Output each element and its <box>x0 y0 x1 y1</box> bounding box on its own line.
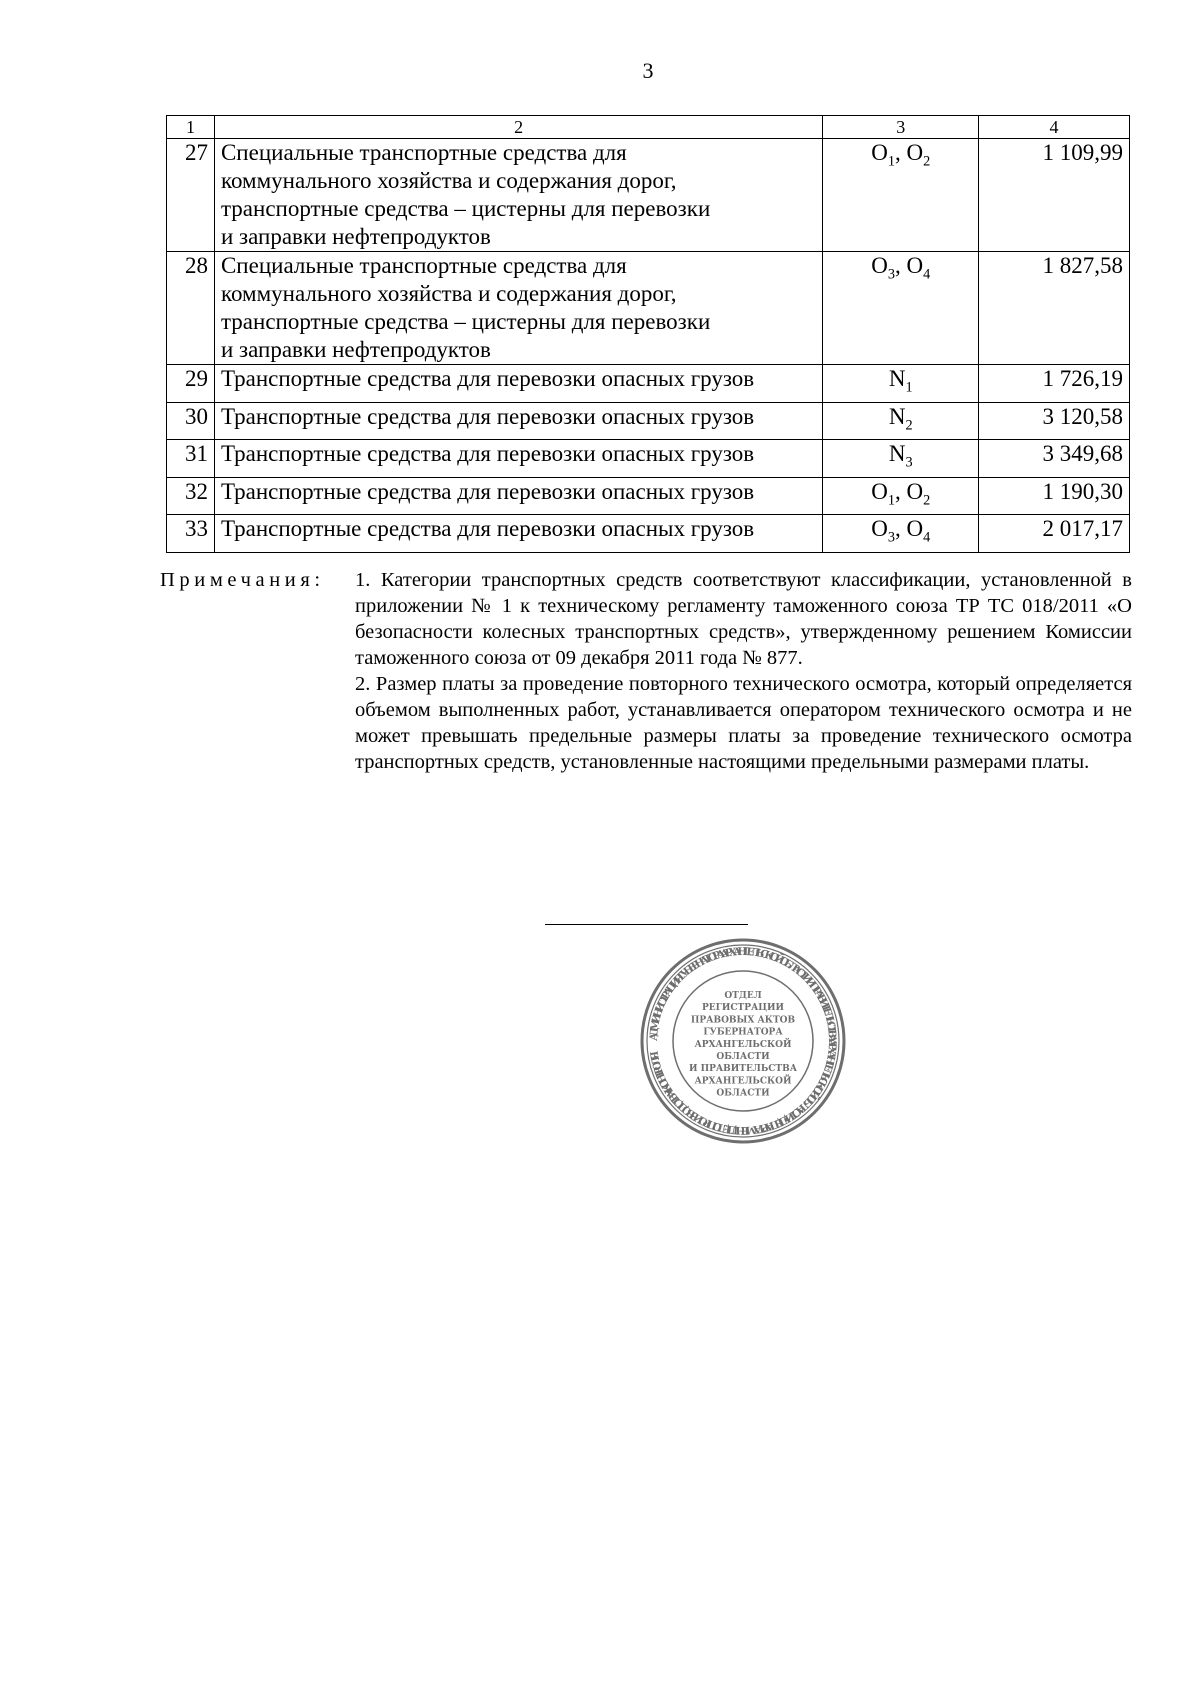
table-body <box>167 139 1130 553</box>
vehicle-category: $O_1$, $O_2$ <box>823 477 979 515</box>
row-number: 27 <box>167 139 215 252</box>
fee-amount: 1 726,19 <box>979 365 1130 403</box>
page-number: 3 <box>642 58 654 83</box>
fee-amount: 2 017,17 <box>979 515 1130 553</box>
column-header: 4 <box>979 116 1130 139</box>
column-header: 2 <box>214 116 822 139</box>
fee-amount: 3 120,58 <box>979 402 1130 440</box>
vehicle-type-line: Транспортные средства для перевозки опасных грузов <box>220 478 755 504</box>
fee-amount: 1 109,99 <box>979 139 1130 252</box>
vehicle-type-line: Специальные транспортные средства для <box>220 253 627 278</box>
svg-text:ПРАВОВЫХ АКТОВ: ПРАВОВЫХ АКТОВ <box>690 1015 796 1026</box>
vehicle-type-line: Транспортные средства для перевозки опасных грузов <box>220 403 755 429</box>
column-header: 3 <box>823 116 979 139</box>
vehicle-type-line: Транспортные средства для перевозки опасных грузов <box>220 441 755 467</box>
svg-text:АРХАНГЕЛЬСКОЙ: АРХАНГЕЛЬСКОЙ <box>694 1076 792 1087</box>
svg-text:И ПРАВИТЕЛЬСТВА: И ПРАВИТЕЛЬСТВА <box>688 1064 798 1075</box>
row-number: 28 <box>167 252 215 365</box>
svg-text:ОТДЕЛ: ОТДЕЛ <box>724 991 762 1001</box>
vehicle-type-line: Транспортные средства для перевозки опасных грузов <box>220 516 755 542</box>
table-row <box>167 252 1130 365</box>
svg-text:ГУБЕРНАТОРА: ГУБЕРНАТОРА <box>703 1027 783 1038</box>
row-number: 30 <box>167 402 215 440</box>
svg-text:ОБЛАСТИ: ОБЛАСТИ <box>716 1088 770 1099</box>
table-row <box>167 440 1130 478</box>
vehicle-category: $O_3$, $O_4$ <box>823 515 979 553</box>
note-item: 1. Категории транспортных средств соответствуют классификации, установленной в приложении № 1 к техническому регламенту таможенного союза ТР ТС 018/2011 «О безопасности колесных транспортных средств», утвержденному решением Комиссии таможенного союза от 09 декабря 2011 года № 877. <box>355 569 1132 669</box>
row-number: 32 <box>167 477 215 515</box>
vehicle-type-line: транспортные средства – цистерны для перевозки <box>220 309 711 334</box>
official-seal-stamp <box>638 936 848 1146</box>
vehicle-type <box>214 365 822 403</box>
fee-amount: 3 349,68 <box>979 440 1130 478</box>
notes-label: Примечания: <box>160 569 325 591</box>
note-item: 2. Размер платы за проведение повторного технического осмотра, который определяется объемом выполненных работ, устанавливается оператором технического осмотра и не может превышать предельные размеры платы за проведение технического осмотра транспортных средств, установленные настоящими предельными размерами платы. <box>355 673 1132 773</box>
vehicle-category: $O_3$, $O_4$ <box>823 252 979 365</box>
table-row <box>167 402 1130 440</box>
table-row <box>167 365 1130 403</box>
vehicle-type <box>214 252 822 365</box>
fee-amount: 1 827,58 <box>979 252 1130 365</box>
vehicle-type <box>214 402 822 440</box>
vehicle-category: $O_1$, $O_2$ <box>823 139 979 252</box>
row-number: 33 <box>167 515 215 553</box>
vehicle-category: $N_2$ <box>823 402 979 440</box>
vehicle-type-line: транспортные средства – цистерны для перевозки <box>220 196 711 221</box>
row-number: 31 <box>167 440 215 478</box>
notes-body <box>355 567 1132 775</box>
vehicle-type-line: и заправки нефтепродуктов <box>220 337 491 362</box>
column-header: 1 <box>167 116 215 139</box>
vehicle-category: $N_1$ <box>823 365 979 403</box>
vehicle-type-line: коммунального хозяйства и содержания дорог, <box>220 168 677 193</box>
vehicle-type-line: коммунального хозяйства и содержания дорог, <box>220 281 677 306</box>
signature-line <box>545 924 748 925</box>
row-number: 29 <box>167 365 215 403</box>
vehicle-type <box>214 477 822 515</box>
svg-text:РЕГИСТРАЦИИ: РЕГИСТРАЦИИ <box>701 1003 785 1014</box>
svg-text:ОБЛАСТИ: ОБЛАСТИ <box>716 1052 770 1062</box>
table-row <box>167 515 1130 553</box>
svg-text:АРХАНГЕЛЬСКОЙ: АРХАНГЕЛЬСКОЙ <box>694 1039 792 1050</box>
svg-text:АДМИНИСТРАЦИЯ ГУБЕРНАТОРА АРХА: АДМИНИСТРАЦИЯ ГУБЕРНАТОРА АРХАНГЕЛЬСКОЙ ОБЛАСТИ И ПРАВИТЕЛЬСТВА АРХАНГЕЛЬСКОЙ ОБЛАСТИ • ДЕПАРТАМЕНТ ДЕЛОПРОИЗВОДСТВА • КОНТРОЛЯ <box>647 945 839 1137</box>
vehicle-category: $N_3$ <box>823 440 979 478</box>
table-row <box>167 477 1130 515</box>
vehicle-type <box>214 440 822 478</box>
table-row <box>167 139 1130 252</box>
vehicle-type <box>214 515 822 553</box>
fee-amount: 1 190,30 <box>979 477 1130 515</box>
vehicle-type-line: и заправки нефтепродуктов <box>220 224 491 249</box>
vehicle-type-line: Специальные транспортные средства для <box>220 140 627 165</box>
table-header-row <box>167 116 1130 139</box>
vehicle-type <box>214 139 822 252</box>
fee-table <box>166 115 1130 553</box>
vehicle-type-line: Транспортные средства для перевозки опасных грузов <box>220 366 755 391</box>
